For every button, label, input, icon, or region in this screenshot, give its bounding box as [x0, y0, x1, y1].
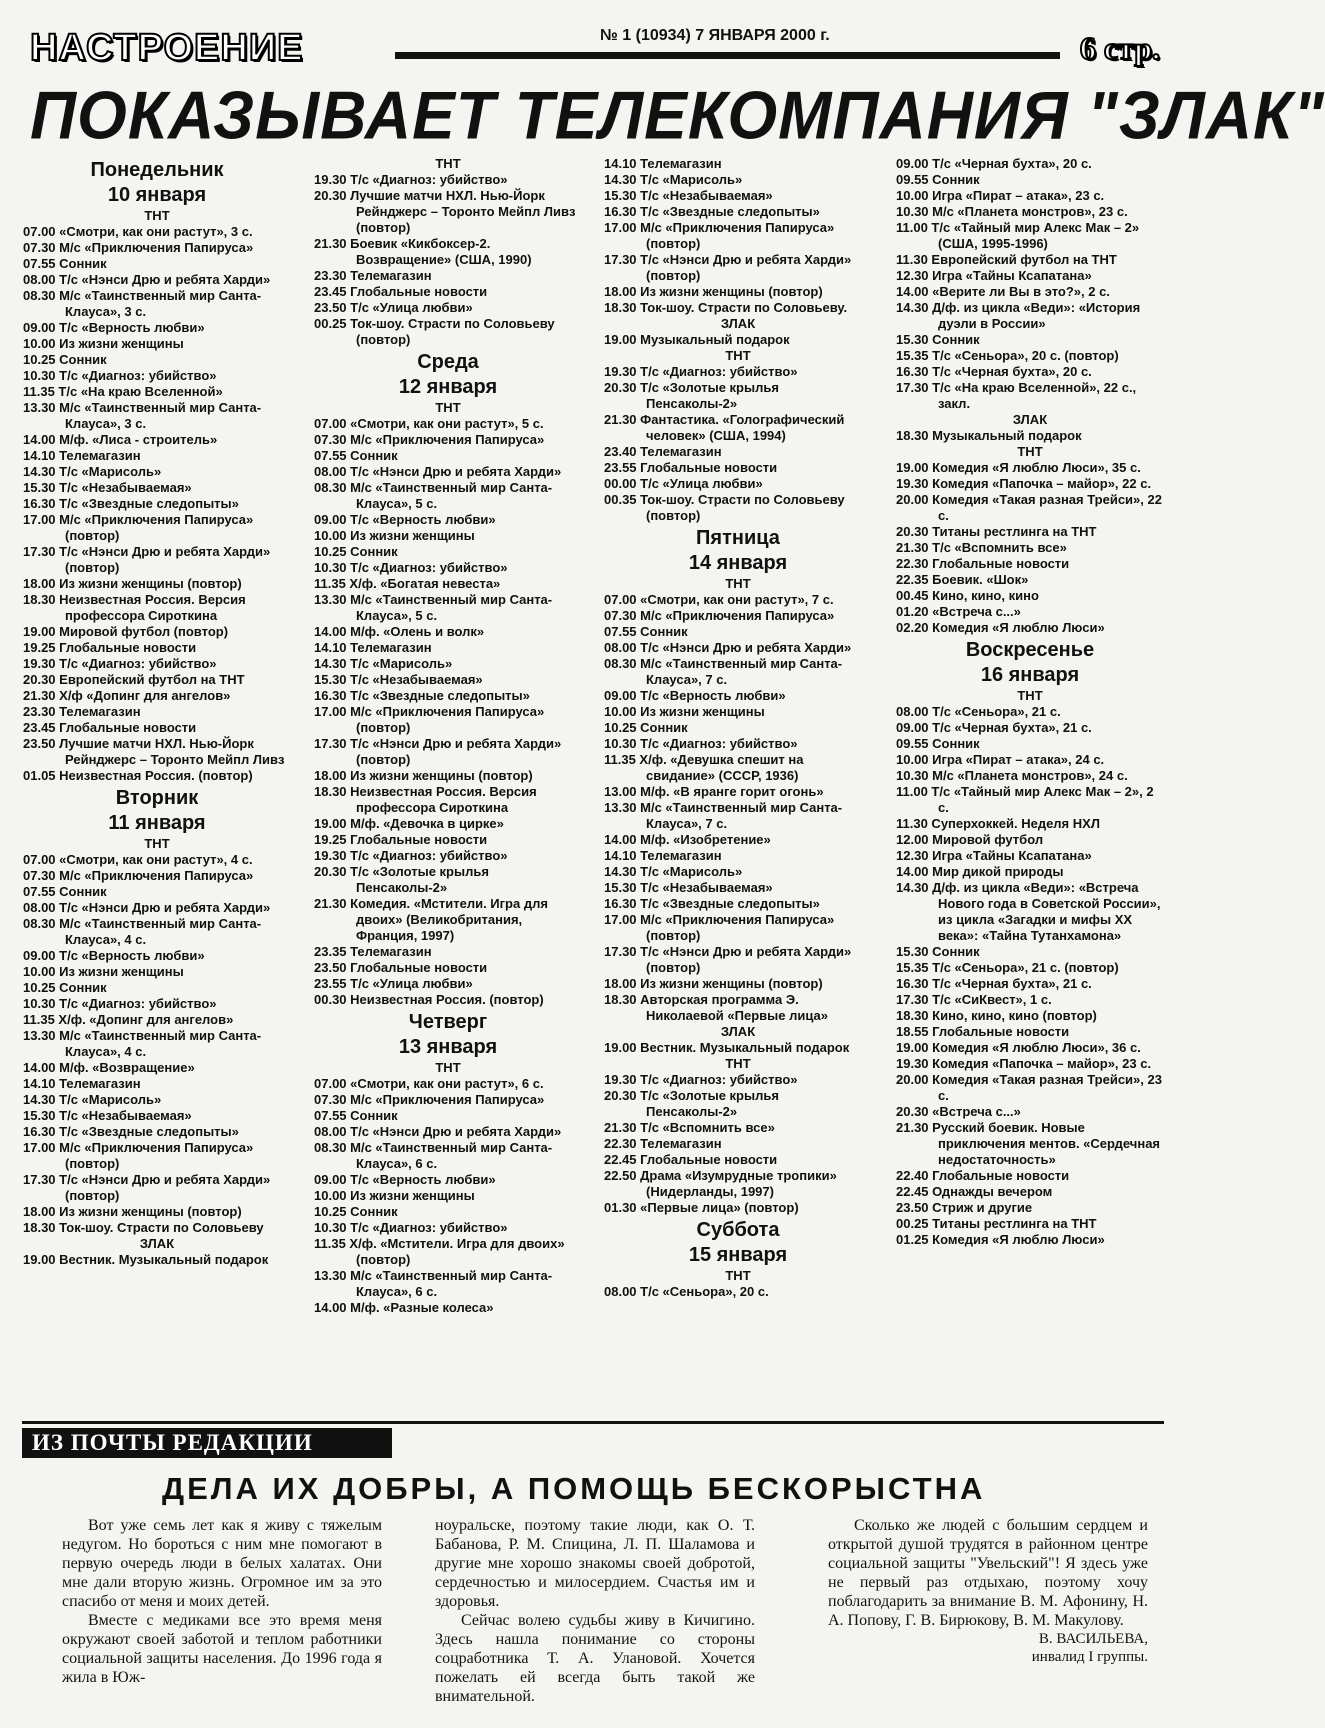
program-listing: 23.30 Телемагазин: [23, 704, 141, 719]
program-listing: 10.25 Сонник: [314, 1204, 398, 1219]
channel-name: ЗЛАК: [720, 316, 756, 331]
program-listing: 22.50 Драма «Изумрудные тропики» (Нидерланды, 1997): [604, 1168, 837, 1199]
channel-name: ТНТ: [144, 836, 170, 851]
program-listing: 16.30 Т/с «Звездные следопыты»: [23, 1124, 239, 1139]
program-listing: 16.30 Т/с «Черная бухта», 21 с.: [896, 976, 1092, 991]
program-listing: 10.30 Т/с «Диагноз: убийство»: [314, 1220, 508, 1235]
program-listing: 09.00 Т/с «Верность любви»: [604, 688, 786, 703]
program-listing: 10.30 Т/с «Диагноз: убийство»: [314, 560, 508, 575]
program-listing: 10.25 Сонник: [23, 980, 107, 995]
program-listing: 09.00 Т/с «Верность любви»: [314, 512, 496, 527]
day-heading: Пятница: [696, 527, 780, 549]
program-listing: 01.05 Неизвестная Россия. (повтор): [23, 768, 253, 783]
program-listing: 07.55 Сонник: [314, 1108, 398, 1123]
program-listing: 10.00 Из жизни женщины: [23, 964, 184, 979]
channel-name: ЗЛАК: [720, 1024, 756, 1039]
program-listing: 18.00 Из жизни женщины (повтор): [314, 768, 533, 783]
day-heading: Вторник: [115, 787, 199, 809]
program-listing: 13.30 М/с «Таинственный мир Санта-Клауса», 5 с.: [314, 592, 553, 623]
program-listing: 23.50 Т/с «Улица любви»: [314, 300, 473, 315]
program-listing: 20.30 Т/с «Золотые крылья Пенсаколы-2»: [604, 380, 779, 411]
program-listing: 17.30 Т/с «Нэнси Дрю и ребята Харди» (повтор): [604, 944, 852, 975]
channel-name: ТНТ: [725, 1268, 751, 1283]
program-listing: 17.30 Т/с «Нэнси Дрю и ребята Харди» (повтор): [314, 736, 562, 767]
program-listing: 16.30 Т/с «Звездные следопыты»: [604, 204, 820, 219]
program-listing: 19.00 Музыкальный подарок: [604, 332, 790, 347]
program-listing: 19.30 Комедия «Папочка – майор», 22 с.: [896, 476, 1152, 491]
program-listing: 22.30 Глобальные новости: [896, 556, 1070, 571]
program-listing: 22.45 Однажды вечером: [896, 1184, 1053, 1199]
signature-note: инвалид I группы.: [1031, 1649, 1148, 1665]
program-listing: 07.00 «Смотри, как они растут», 4 с.: [23, 852, 253, 867]
program-listing: 11.00 Т/с «Тайный мир Алекс Мак – 2», 2 с.: [896, 784, 1154, 815]
paragraph: Сколько же людей с большим сердцем и открытой душой трудятся в районном центре социальной защиты "Увельский"! Я здесь уже не первый раз отдыхаю, поэтому хочу поблагодарить за внимание В. М. Афонину, Н. А. Попову, Г. В. Бирюкову, В. М. Макулову.: [828, 1517, 1148, 1629]
program-listing: 21.30 Т/с «Вспомнить все»: [896, 540, 1067, 555]
channel-name: ТНТ: [1017, 688, 1043, 703]
program-listing: 07.30 М/с «Приключения Папируса»: [604, 608, 835, 623]
program-listing: 01.20 «Встреча с...»: [896, 604, 1021, 619]
program-listing: 19.25 Глобальные новости: [314, 832, 488, 847]
day-heading: Воскресенье: [965, 639, 1095, 661]
program-listing: 10.00 Из жизни женщины: [604, 704, 765, 719]
program-listing: 20.00 Комедия «Такая разная Трейси», 22 с.: [896, 492, 1162, 523]
program-listing: 17.00 М/с «Приключения Папируса» (повтор): [604, 220, 835, 251]
program-listing: 14.00 М/ф. «Изобретение»: [604, 832, 771, 847]
program-listing: 14.30 Т/с «Марисоль»: [604, 864, 743, 879]
channel-name: ТНТ: [725, 1056, 751, 1071]
program-listing: 00.00 Т/с «Улица любви»: [604, 476, 763, 491]
program-listing: 00.30 Неизвестная Россия. (повтор): [314, 992, 544, 1007]
program-listing: 18.30 Неизвестная Россия. Версия профессора Сироткина: [23, 592, 246, 623]
program-listing: 08.30 М/с «Таинственный мир Санта-Клауса», 4 с.: [23, 916, 262, 947]
program-listing: 17.00 М/с «Приключения Папируса» (повтор): [23, 512, 254, 543]
program-listing: 14.00 М/ф. «Олень и волк»: [314, 624, 485, 639]
article-column-2: [435, 1516, 755, 1706]
program-listing: 23.50 Глобальные новости: [314, 960, 488, 975]
program-listing: 15.30 Т/с «Незабываемая»: [23, 1108, 192, 1123]
date-heading: 14 января: [688, 552, 788, 574]
program-listing: 13.30 М/с «Таинственный мир Санта-Клауса», 6 с.: [314, 1268, 553, 1299]
program-listing: 17.00 М/с «Приключения Папируса» (повтор): [23, 1140, 254, 1171]
program-listing: 08.00 Т/с «Нэнси Дрю и ребята Харди»: [23, 272, 271, 287]
program-listing: 11.00 Т/с «Тайный мир Алекс Мак – 2» (США, 1995-1996): [896, 220, 1140, 251]
program-listing: 19.30 Комедия «Папочка – майор», 23 с.: [896, 1056, 1152, 1071]
program-listing: 07.00 «Смотри, как они растут», 5 с.: [314, 416, 544, 431]
program-listing: 07.30 М/с «Приключения Папируса»: [314, 1092, 545, 1107]
schedule-column-4: [896, 156, 1164, 1248]
program-listing: 14.30 Д/ф. из цикла «Веди»: «История дуэли в России»: [896, 300, 1141, 331]
signature-name: В. ВАСИЛЬЕВА,: [1038, 1631, 1148, 1647]
program-listing: 15.30 Сонник: [896, 332, 980, 347]
issue-info: № 1 (10934) 7 ЯНВАРЯ 2000 г.: [600, 27, 830, 44]
program-listing: 11.35 Х/ф. «Мстители. Игра для двоих» (повтор): [314, 1236, 565, 1267]
program-listing: 15.35 Т/с «Сеньора», 21 с. (повтор): [896, 960, 1119, 975]
program-listing: 08.30 М/с «Таинственный мир Санта-Клауса», 7 с.: [604, 656, 843, 687]
program-listing: 09.00 Т/с «Верность любви»: [23, 948, 205, 963]
program-listing: 20.30 Титаны рестлинга на ТНТ: [896, 524, 1097, 539]
channel-name: ТНТ: [435, 1060, 461, 1075]
program-listing: 18.30 Музыкальный подарок: [896, 428, 1082, 443]
program-listing: 08.00 Т/с «Нэнси Дрю и ребята Харди»: [604, 640, 852, 655]
program-listing: 16.30 Т/с «Звездные следопыты»: [604, 896, 820, 911]
program-listing: 19.00 Мировой футбол (повтор): [23, 624, 229, 639]
program-listing: 22.30 Телемагазин: [604, 1136, 722, 1151]
program-listing: 13.00 М/ф. «В яранге горит огонь»: [604, 784, 824, 799]
program-listing: 07.55 Сонник: [604, 624, 688, 639]
day-heading: Понедельник: [90, 159, 224, 181]
program-listing: 00.35 Ток-шоу. Страсти по Соловьеву (повтор): [604, 492, 845, 523]
day-heading: Среда: [417, 351, 479, 373]
program-listing: 20.30 Лучшие матчи НХЛ. Нью-Йорк Рейнджерс – Торонто Мейпл Ливз (повтор): [314, 188, 576, 235]
program-listing: 10.30 М/с «Планета монстров», 23 с.: [896, 204, 1128, 219]
program-listing: 15.35 Т/с «Сеньора», 20 с. (повтор): [896, 348, 1119, 363]
program-listing: 16.30 Т/с «Черная бухта», 20 с.: [896, 364, 1092, 379]
program-listing: 19.30 Т/с «Диагноз: убийство»: [314, 172, 508, 187]
channel-name: ТНТ: [435, 156, 461, 171]
program-listing: 21.30 Русский боевик. Новые приключения ментов. «Сердечная недостаточность»: [896, 1120, 1161, 1167]
masthead-rule: [395, 52, 1060, 59]
program-listing: 15.30 Т/с «Незабываемая»: [23, 480, 192, 495]
program-listing: 22.45 Глобальные новости: [604, 1152, 778, 1167]
program-listing: 08.00 Т/с «Нэнси Дрю и ребята Харди»: [314, 464, 562, 479]
page-number: 6 стр.: [1079, 30, 1160, 66]
program-listing: 19.00 Вестник. Музыкальный подарок: [604, 1040, 850, 1055]
program-listing: 10.25 Сонник: [314, 544, 398, 559]
program-listing: 09.00 Т/с «Черная бухта», 20 с.: [896, 156, 1092, 171]
program-listing: 20.30 Т/с «Золотые крылья Пенсаколы-2»: [604, 1088, 779, 1119]
section-tag: ИЗ ПОЧТЫ РЕДАКЦИИ: [22, 1428, 392, 1458]
program-listing: 21.30 Боевик «Кикбоксер-2. Возвращение» (США, 1990): [314, 236, 532, 267]
program-listing: 00.25 Титаны рестлинга на ТНТ: [896, 1216, 1097, 1231]
program-listing: 14.30 Т/с «Марисоль»: [23, 464, 162, 479]
program-listing: 11.35 Х/ф. «Девушка спешит на свидание» (СССР, 1936): [604, 752, 804, 783]
program-listing: 10.00 Из жизни женщины: [314, 528, 475, 543]
program-listing: 00.25 Ток-шоу. Страсти по Соловьеву (повтор): [314, 316, 555, 347]
program-listing: 14.10 Телемагазин: [604, 156, 722, 171]
program-listing: 08.00 Т/с «Сеньора», 20 с.: [604, 1284, 769, 1299]
program-listing: 19.30 Т/с «Диагноз: убийство»: [314, 848, 508, 863]
article-title: ДЕЛА ИХ ДОБРЫ, А ПОМОЩЬ БЕСКОРЫСТНА: [162, 1471, 986, 1506]
program-listing: 20.30 Т/с «Золотые крылья Пенсаколы-2»: [314, 864, 489, 895]
day-heading: Четверг: [408, 1011, 488, 1033]
program-listing: 17.30 Т/с «На краю Вселенной», 22 с., закл.: [896, 380, 1137, 411]
program-listing: 19.00 М/ф. «Девочка в цирке»: [314, 816, 504, 831]
program-listing: 10.30 Т/с «Диагноз: убийство»: [23, 996, 217, 1011]
program-listing: 08.00 Т/с «Сеньора», 21 с.: [896, 704, 1061, 719]
date-heading: 15 января: [688, 1244, 788, 1266]
program-listing: 10.00 Из жизни женщины: [314, 1188, 475, 1203]
channel-name: ТНТ: [725, 576, 751, 591]
program-listing: 12.00 Мировой футбол: [896, 832, 1044, 847]
program-listing: 15.30 Сонник: [896, 944, 980, 959]
program-listing: 08.30 М/с «Таинственный мир Санта-Клауса», 5 с.: [314, 480, 553, 511]
program-listing: 12.30 Игра «Тайны Ксапатана»: [896, 848, 1092, 863]
program-listing: 10.30 М/с «Планета монстров», 24 с.: [896, 768, 1128, 783]
program-listing: 19.30 Т/с «Диагноз: убийство»: [23, 656, 217, 671]
program-listing: 20.30 Европейский футбол на ТНТ: [23, 672, 245, 687]
program-listing: 14.10 Телемагазин: [23, 448, 141, 463]
program-listing: 08.00 Т/с «Нэнси Дрю и ребята Харди»: [314, 1124, 562, 1139]
letters-section: [22, 1421, 1164, 1705]
program-listing: 14.00 М/ф. «Возвращение»: [23, 1060, 195, 1075]
channel-name: ЗЛАК: [139, 1236, 175, 1251]
program-listing: 19.30 Т/с «Диагноз: убийство»: [604, 1072, 798, 1087]
program-listing: 14.10 Телемагазин: [23, 1076, 141, 1091]
article-column-3: [828, 1516, 1148, 1666]
program-listing: 23.50 Лучшие матчи НХЛ. Нью-Йорк Рейнджерс – Торонто Мейпл Ливз: [23, 736, 285, 767]
program-listing: 08.00 Т/с «Нэнси Дрю и ребята Харди»: [23, 900, 271, 915]
program-listing: 09.00 Т/с «Верность любви»: [23, 320, 205, 335]
headline: ПОКАЗЫВАЕТ ТЕЛЕКОМПАНИЯ "ЗЛАК": [30, 76, 1325, 154]
program-listing: 18.30 Неизвестная Россия. Версия профессора Сироткина: [314, 784, 537, 815]
program-listing: 11.30 Европейский футбол на ТНТ: [896, 252, 1117, 267]
program-listing: 17.30 Т/с «СиКвест», 1 с.: [896, 992, 1052, 1007]
program-listing: 20.00 Комедия «Такая разная Трейси», 23 с.: [896, 1072, 1162, 1103]
program-listing: 07.30 М/с «Приключения Папируса»: [23, 240, 254, 255]
program-listing: 22.40 Глобальные новости: [896, 1168, 1070, 1183]
masthead: [30, 22, 1160, 74]
program-listing: 01.25 Комедия «Я люблю Люси»: [896, 1232, 1105, 1247]
program-listing: 14.10 Телемагазин: [314, 640, 432, 655]
article-column-1: [62, 1516, 382, 1687]
program-listing: 10.30 Т/с «Диагноз: убийство»: [604, 736, 798, 751]
program-listing: 21.30 Комедия. «Мстители. Игра для двоих» (Великобритания, Франция, 1997): [314, 896, 548, 943]
channel-name: ТНТ: [1017, 444, 1043, 459]
program-listing: 10.00 Игра «Пират – атака», 24 с.: [896, 752, 1105, 767]
program-listing: 11.35 Х/ф. «Богатая невеста»: [314, 576, 501, 591]
program-listing: 18.30 Кино, кино, кино (повтор): [896, 1008, 1097, 1023]
program-listing: 00.45 Кино, кино, кино: [896, 588, 1039, 603]
program-listing: 21.30 Т/с «Вспомнить все»: [604, 1120, 775, 1135]
program-listing: 07.55 Сонник: [23, 884, 107, 899]
program-listing: 14.10 Телемагазин: [604, 848, 722, 863]
program-listing: 14.30 Д/ф. из цикла «Веди»: «Встреча Нового года в Советской России», из цикла «Загадки и мифы XX века»: «Тайна Тутанхамона»: [896, 880, 1161, 943]
schedule-column-2: [314, 156, 582, 1316]
program-listing: 17.00 М/с «Приключения Папируса» (повтор): [604, 912, 835, 943]
program-listing: 18.30 Ток-шоу. Страсти по Соловьеву: [23, 1220, 264, 1235]
program-listing: 21.30 Х/ф «Допинг для ангелов»: [23, 688, 231, 703]
section-name: НАСТРОЕНИЕ: [30, 27, 304, 69]
date-heading: 13 января: [398, 1036, 498, 1058]
program-listing: 15.30 Т/с «Незабываемая»: [604, 188, 773, 203]
day-heading: Суббота: [696, 1219, 780, 1241]
program-listing: 23.50 Стриж и другие: [896, 1200, 1033, 1215]
channel-name: ТНТ: [435, 400, 461, 415]
channel-name: ТНТ: [725, 348, 751, 363]
program-listing: 22.35 Боевик. «Шок»: [896, 572, 1029, 587]
program-listing: 14.30 Т/с «Марисоль»: [314, 656, 453, 671]
program-listing: 19.30 Т/с «Диагноз: убийство»: [604, 364, 798, 379]
program-listing: 18.00 Из жизни женщины (повтор): [604, 976, 823, 991]
program-listing: 19.00 Комедия «Я люблю Люси», 35 с.: [896, 460, 1141, 475]
program-listing: 19.25 Глобальные новости: [23, 640, 197, 655]
program-listing: 17.30 Т/с «Нэнси Дрю и ребята Харди» (повтор): [23, 1172, 271, 1203]
program-listing: 23.55 Глобальные новости: [604, 460, 778, 475]
program-listing: 21.30 Фантастика. «Голографический человек» (США, 1994): [604, 412, 845, 443]
program-listing: 10.25 Сонник: [604, 720, 688, 735]
program-listing: 12.30 Игра «Тайны Ксапатана»: [896, 268, 1092, 283]
program-listing: 07.00 «Смотри, как они растут», 3 с.: [23, 224, 253, 239]
program-listing: 18.00 Из жизни женщины (повтор): [23, 576, 242, 591]
schedule-column-3: [604, 156, 872, 1300]
program-listing: 15.30 Т/с «Незабываемая»: [314, 672, 483, 687]
program-listing: 20.30 «Встреча с...»: [896, 1104, 1021, 1119]
program-listing: 23.35 Телемагазин: [314, 944, 432, 959]
paragraph: Вместе с медиками все это время меня окружают своей заботой и теплом работники социальной защиты населения. До 1996 года я жила в Юж-: [62, 1612, 382, 1686]
program-listing: 14.00 М/ф. «Лиса - строитель»: [23, 432, 218, 447]
program-listing: 13.30 М/с «Таинственный мир Санта-Клауса», 4 с.: [23, 1028, 262, 1059]
program-listing: 14.30 Т/с «Марисоль»: [23, 1092, 162, 1107]
program-listing: 18.00 Из жизни женщины (повтор): [604, 284, 823, 299]
program-listing: 09.00 Т/с «Черная бухта», 21 с.: [896, 720, 1092, 735]
program-listing: 11.30 Суперхоккей. Неделя НХЛ: [896, 816, 1100, 831]
date-heading: 12 января: [398, 376, 498, 398]
program-listing: 18.30 Авторская программа Э. Николаевой «Первые лица»: [604, 992, 828, 1023]
program-listing: 14.00 М/ф. «Разные колеса»: [314, 1300, 494, 1315]
program-listing: 16.30 Т/с «Звездные следопыты»: [314, 688, 530, 703]
program-listing: 17.30 Т/с «Нэнси Дрю и ребята Харди» (повтор): [23, 544, 271, 575]
program-listing: 13.30 М/с «Таинственный мир Санта-Клауса», 7 с.: [604, 800, 843, 831]
channel-name: ТНТ: [144, 208, 170, 223]
program-listing: 01.30 «Первые лица» (повтор): [604, 1200, 799, 1215]
program-listing: 07.30 М/с «Приключения Папируса»: [23, 868, 254, 883]
program-listing: 08.30 М/с «Таинственный мир Санта-Клауса», 6 с.: [314, 1140, 553, 1171]
program-listing: 09.55 Сонник: [896, 172, 980, 187]
program-listing: 10.00 Из жизни женщины: [23, 336, 184, 351]
program-listing: 23.45 Глобальные новости: [314, 284, 488, 299]
program-listing: 11.35 Х/ф. «Допинг для ангелов»: [23, 1012, 234, 1027]
program-listing: 18.30 Ток-шоу. Страсти по Соловьеву.: [604, 300, 848, 315]
paragraph: Вот уже семь лет как я живу с тяжелым недугом. Но бороться с ним мне помогают в первую очередь люди в белых халатах. Они мне дали вторую жизнь. Огромное им за это спасибо от меня и моих детей.: [62, 1517, 382, 1610]
program-listing: 02.20 Комедия «Я люблю Люси»: [896, 620, 1105, 635]
program-listing: 07.30 М/с «Приключения Папируса»: [314, 432, 545, 447]
program-listing: 23.40 Телемагазин: [604, 444, 722, 459]
program-listing: 17.30 Т/с «Нэнси Дрю и ребята Харди» (повтор): [604, 252, 852, 283]
program-listing: 11.35 Т/с «На краю Вселенной»: [23, 384, 223, 399]
program-listing: 13.30 М/с «Таинственный мир Санта-Клауса», 3 с.: [23, 400, 262, 431]
paragraph: Сейчас волею судьбы живу в Кичигино. Здесь нашла понимание со стороны соцработника Т. А. Улановой. Хочется пожелать ей всегда быть такой же внимательной.: [435, 1612, 755, 1705]
program-listing: 09.55 Сонник: [896, 736, 980, 751]
paragraph: ноуральске, поэтому такие люди, как О. Т. Бабанова, Р. М. Спицина, Л. П. Шаламова и другие мне хорошо знакомы своей добротой, сердечностью и милосердием. Счастья им и здоровья.: [435, 1517, 755, 1610]
program-listing: 14.00 «Верите ли Вы в это?», 2 с.: [896, 284, 1110, 299]
program-listing: 10.25 Сонник: [23, 352, 107, 367]
program-listing: 23.30 Телемагазин: [314, 268, 432, 283]
program-listing: 07.00 «Смотри, как они растут», 6 с.: [314, 1076, 544, 1091]
program-listing: 23.55 Т/с «Улица любви»: [314, 976, 473, 991]
program-listing: 19.00 Вестник. Музыкальный подарок: [23, 1252, 269, 1267]
program-listing: 07.55 Сонник: [314, 448, 398, 463]
channel-name: ЗЛАК: [1012, 412, 1048, 427]
date-heading: 16 января: [980, 664, 1080, 686]
program-listing: 10.00 Игра «Пират – атака», 23 с.: [896, 188, 1105, 203]
program-listing: 07.00 «Смотри, как они растут», 7 с.: [604, 592, 834, 607]
date-heading: 11 января: [108, 812, 206, 834]
date-heading: 10 января: [107, 184, 207, 206]
program-listing: 16.30 Т/с «Звездные следопыты»: [23, 496, 239, 511]
program-listing: 15.30 Т/с «Незабываемая»: [604, 880, 773, 895]
schedule-column-1: [23, 156, 291, 1268]
program-listing: 09.00 Т/с «Верность любви»: [314, 1172, 496, 1187]
program-listing: 18.00 Из жизни женщины (повтор): [23, 1204, 242, 1219]
program-listing: 14.30 Т/с «Марисоль»: [604, 172, 743, 187]
program-listing: 14.00 Мир дикой природы: [896, 864, 1064, 879]
program-listing: 18.55 Глобальные новости: [896, 1024, 1070, 1039]
program-listing: 10.30 Т/с «Диагноз: убийство»: [23, 368, 217, 383]
program-listing: 17.00 М/с «Приключения Папируса» (повтор): [314, 704, 545, 735]
program-listing: 07.55 Сонник: [23, 256, 107, 271]
program-listing: 08.30 М/с «Таинственный мир Санта-Клауса», 3 с.: [23, 288, 262, 319]
program-listing: 23.45 Глобальные новости: [23, 720, 197, 735]
program-listing: 19.00 Комедия «Я люблю Люси», 36 с.: [896, 1040, 1141, 1055]
